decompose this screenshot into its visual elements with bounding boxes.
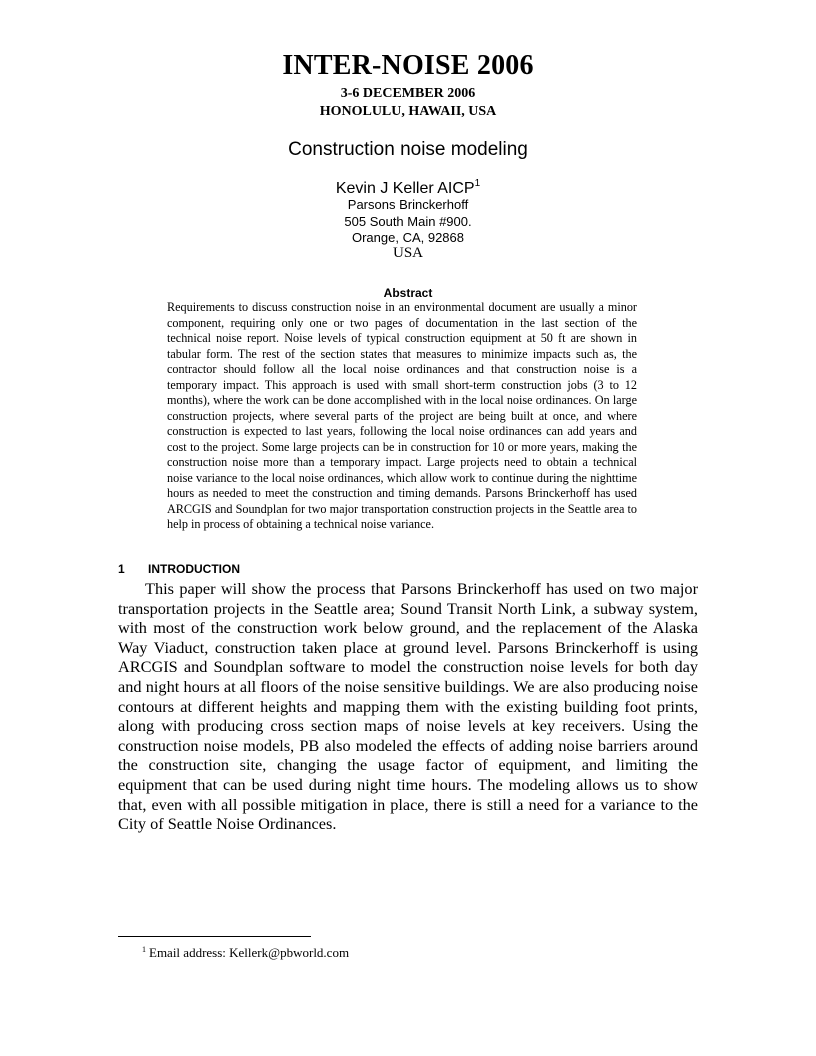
author-footnote-mark: 1 (474, 178, 481, 189)
footnote-text: Email address: Kellerk@pbworld.com (149, 945, 350, 960)
section-heading-introduction (118, 562, 240, 576)
conference-dates: 3-6 DECEMBER 2006 (340, 86, 476, 101)
section-title: INTRODUCTION (148, 562, 240, 576)
author-name: Kevin J Keller AICP (335, 180, 475, 197)
abstract-text: Requirements to discuss construction noise in an environmental document are usually a minor component, requiring only one or two pages of documentation in the last section of the technical noise report. Noise levels of typical construction equipment at 50 ft are shown in tabular form. The rest of the section states that measures to minimize impacts such as, the contractor should follow all the local noise ordinances and that construction noise is a temporary impact. This approach is used with small short-term construction jobs (3 to 12 months), where the work can be done accomplished with in the local noise ordinances. On large construction projects, where several parts of the project are being built at once, and where construction is expected to last years, following the local noise ordinances can add years and cost to the project. Some large projects can be in construction for 10 or more years, making the construction noise more than a temporary impact. Large projects need to obtain a technical noise variance to the local noise ordinances, which allow work to continue during the nighttime hours as needed to meet the construction and timing demands. Parsons Brinckerhoff has used ARCGIS and Soundplan for two major transportation construction projects in the Seattle area to help in process of obtaining a technical noise variance. (167, 300, 637, 531)
paper-title: Construction noise modeling (288, 139, 528, 160)
footnote-divider (118, 936, 311, 937)
author-line (0, 178, 816, 198)
footnote (142, 945, 349, 961)
author-city: Orange, CA, 92868 (351, 230, 465, 245)
section-number: 1 (118, 562, 125, 576)
author-address: 505 South Main #900. (344, 214, 472, 229)
introduction-paragraph: This paper will show the process that Parsons Brinckerhoff has used on two major transportation projects in the Seattle area; Sound Transit North Link, a subway system, with most of the construction work below ground, and the replacement of the Alaska Way Viaduct, construction taken place at ground level. Parsons Brinckerhoff is using ARCGIS and Soundplan software to model the construction noise levels for both day and night hours at all floors of the noise sensitive buildings. We are also producing noise contours at different heights and mapping them with the existing building foot prints, along with producing cross section maps of noise levels at key receivers. Using the construction noise models, PB also modeled the effects of adding noise barriers around the construction site, changing the usage factor of equipment, and limiting the equipment that can be used during night time hours. The modeling allows us to show that, even with all possible mitigation in place, there is still a need for a variance to the City of Seattle Noise Ordinances. (118, 579, 698, 834)
author-country: USA (392, 245, 423, 261)
conference-location: HONOLULU, HAWAII, USA (319, 104, 497, 119)
abstract-heading: Abstract (383, 286, 433, 300)
author-organization: Parsons Brinckerhoff (347, 197, 469, 212)
footnote-mark: 1 (142, 945, 146, 954)
conference-title: INTER-NOISE 2006 (282, 50, 534, 81)
